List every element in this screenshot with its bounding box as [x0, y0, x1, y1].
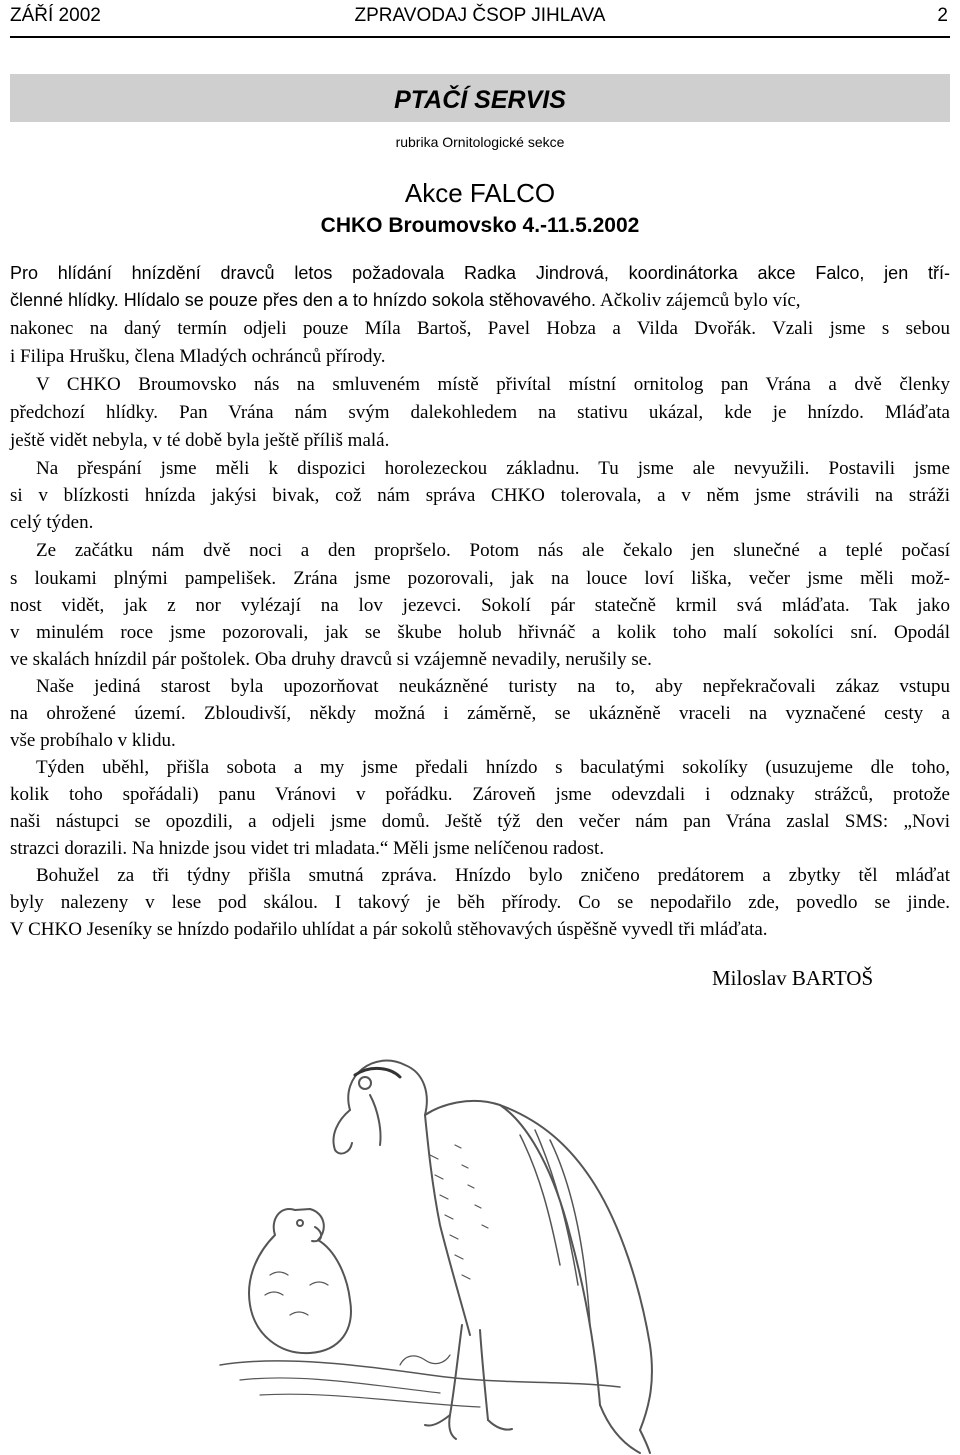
page-header	[10, 0, 950, 36]
body-line: celý týden.	[10, 512, 94, 533]
body-line: nost vidět, jak z nor vylézají na lov jezevci. Sokolí pár statečně krmil svá mláďata. Tak jako	[10, 595, 950, 616]
body-line-part: členné hlídky. Hlídalo se pouze přes den a to hnízdo sokola stěhovavého.	[10, 290, 597, 310]
body-line: strazci dorazili. Na hnizde jsou videt tri mladata.“ Měli jsme nelíčenou radost.	[10, 838, 605, 859]
body-line: Naše jediná starost byla upozorňovat neukázněné turisty na to, aby nepřekračovali zákaz vstupu	[36, 676, 950, 697]
body-line: kolik toho spořádali) panu Vránovi v pořádku. Zároveň jsme odevzdali i odznaky strážců, protože	[10, 784, 950, 805]
article-subtitle: CHKO Broumovsko 4.-11.5.2002	[320, 214, 640, 237]
body-line: i Filipa Hrušku, člena Mladých ochránců přírody.	[10, 346, 386, 367]
article-title: Akce FALCO	[404, 178, 556, 208]
body-line: vše probíhalo v klidu.	[10, 730, 176, 751]
page-number: 2	[937, 5, 948, 26]
body-line: V CHKO Jeseníky se hnízdo podařilo uhlídat a pár sokolů stěhovavých úspěšně vyvedl tři mláďata.	[10, 919, 768, 940]
body-line: naši nástupci se opozdili, a odjeli jsme domů. Ještě týž den večer nám pan Vrána zaslal SMS: „Novi	[10, 811, 950, 832]
body-line: ještě vidět nebyla, v té době byla ještě příliš malá.	[10, 430, 390, 451]
body-line: s loukami plnými pampelišek. Zrána jsme pozorovali, jak na louce loví liška, večer jsme měli mož-	[10, 568, 950, 589]
issue-date: ZÁŘÍ 2002	[10, 5, 101, 26]
body-line: na ohrožené území. Zbloudivší, někdy možná i záměrně, se ukázněně vraceli na vyznačené cesty a	[10, 703, 950, 724]
body-line: Na přespání jsme měli k dispozici horolezeckou základnu. Tu jsme ale nevyužili. Postavili jsme	[36, 458, 950, 479]
body-line-part: Ačkoliv zájemců bylo víc,	[600, 290, 801, 311]
body-line: Pro hlídání hnízdění dravců letos požadovala Radka Jindrová, koordinátorka akce Falco, jen tří-	[10, 263, 950, 283]
newsletter-title: ZPRAVODAJ ČSOP JIHLAVA	[354, 5, 606, 26]
body-line: si v blízkosti hnízda jakýsi bivak, což nám správa CHKO tolerovala, a v něm jsme strávili na stráži	[10, 485, 950, 506]
body-line: nakonec na daný termín odjeli pouze Míla Bartoš, Pavel Hobza a Vilda Dvořák. Vzali jsme s sebou	[10, 318, 950, 339]
body-line: byly nalezeny v lese pod skálou. I takový je běh přírody. Co se nepodařilo zde, povedlo se jinde.	[10, 892, 950, 913]
body-line: Týden uběhl, přišla sobota a my jsme předali hnízdo s baculatými sokolíky (usuzujeme dle toho,	[36, 757, 950, 778]
body-line: ve skalách hnízdil pár poštolek. Oba druhy dravců si vzájemně nevadily, nerušily se.	[10, 649, 652, 670]
author-signature: Miloslav BARTOŠ	[712, 966, 874, 990]
section-title: PTAČÍ SERVIS	[394, 86, 566, 114]
body-line	[10, 290, 950, 312]
header-divider	[10, 36, 950, 38]
body-line: v minulém roce jsme pozorovali, jak se škube holub hřivnáč a kolik toho malí sokolíci sní. Opodál	[10, 622, 950, 643]
section-subtitle: rubrika Ornitologické sekce	[395, 134, 565, 150]
body-line: předchozí hlídky. Pan Vrána nám svým dalekohledem na stativu ukázal, kde je hnízdo. Mláďata	[10, 402, 950, 423]
body-line: Ze začátku nám dvě noci a den propršelo. Potom nás ale čekalo jen slunečné a teplé počasí	[36, 540, 950, 561]
falcon-feeding-chick-drawing-icon	[200, 1035, 960, 1455]
body-line: Bohužel za tři týdny přišla smutná zpráva. Hnízdo bylo zničeno predátorem a zbytky těl mláďat	[36, 865, 950, 886]
body-line: V CHKO Broumovsko nás na smluveném místě přivítal místní ornitolog pan Vrána a dvě členky	[36, 374, 950, 395]
